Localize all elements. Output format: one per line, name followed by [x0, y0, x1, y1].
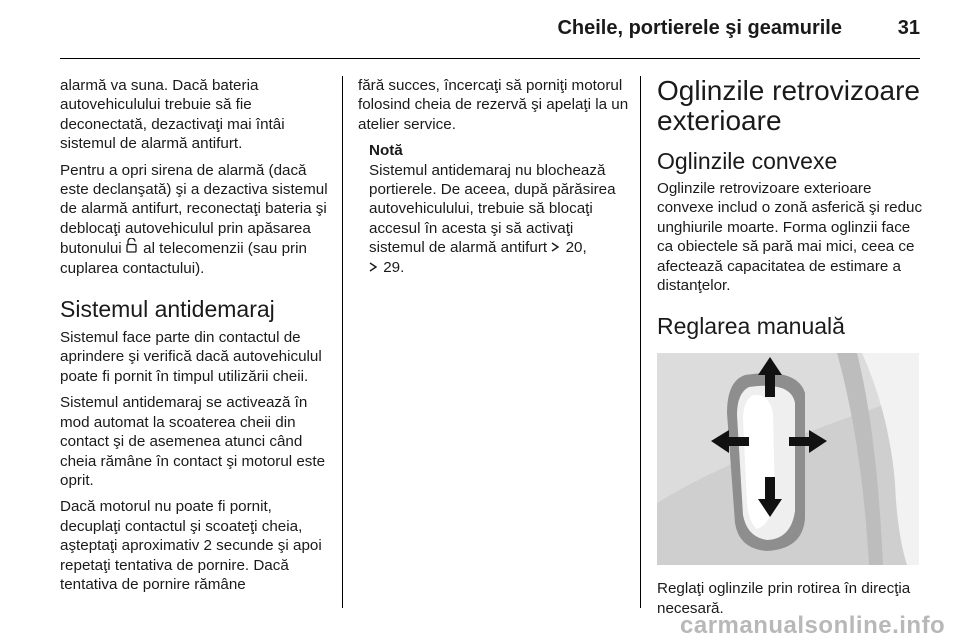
paragraph: Reglaţi oglinzile prin rotirea în direcţia necesară.	[657, 580, 911, 617]
column-divider-1	[342, 76, 343, 608]
paragraph: Sistemul face parte din contactul de aprindere şi verifică dacă autovehiculul poate fi pornit în timpul utilizării cheii.	[60, 329, 322, 385]
heading-immobiliser: Sistemul antidemaraj	[60, 296, 275, 323]
section-title: Cheile, portierele şi geamurile	[557, 17, 842, 39]
paragraph: Pentru a opri sirena de alarmă (dacă este declanşată) şi a dezactiva sistemul de alarmă antifurt, reconectaţi bateria şi deblocaţi autovehiculul prin apăsarea butonului al telecomenzii (sau prin cuplarea contactului).	[60, 161, 328, 277]
arrow-ref-icon	[369, 258, 378, 277]
column-3	[657, 76, 923, 625]
note-text: Sistemul antidemaraj nu blochează portierele. De aceea, după părăsirea autovehiculului, trebuie să blocaţi accesul în acesta şi să activaţi sistemul de alarmă antifurt 20, 29.	[369, 161, 616, 276]
paragraph: alarmă va suna. Dacă bateria autovehiculului trebuie să fie deconectată, dezactivaţi mai întâi sistemul de alarmă antifurt.	[60, 77, 285, 153]
note-box	[358, 141, 630, 277]
watermark: carmanualsonline.info	[680, 612, 946, 639]
mirror-adjust-illustration	[657, 353, 919, 565]
paragraph: Sistemul antidemaraj se activează în mod automat la scoaterea cheii din contact şi de asemenea atunci când cheia rămâne în contact şi motorul este oprit.	[60, 394, 326, 489]
note-label: Notă	[369, 142, 403, 160]
heading-mirrors: Oglinzile retrovizoare exterioare	[657, 75, 920, 136]
unlock-icon	[126, 238, 137, 258]
paragraph: Oglinzile retrovizoare exterioare convexe includ o zonă asferică şi reduc unghiurile moarte. Forma oglinzii face ca obiectele să pară mai mici, ceea ce afectează capacitatea de estimare a distanţelor.	[657, 180, 923, 295]
column-divider-2	[640, 76, 641, 608]
page-number: 31	[897, 17, 920, 39]
header-divider	[60, 58, 920, 59]
column-2	[358, 76, 630, 277]
page-ref[interactable]: 29.	[383, 258, 405, 276]
paragraph: Dacă motorul nu poate fi pornit, decuplaţi contactul şi scoateţi cheia, aşteptaţi aproximativ 2 secunde şi apoi repetaţi tentativa de pornire. Dacă tentativa de pornire rămâne	[60, 498, 322, 593]
arrow-ref-icon	[551, 238, 560, 257]
column-1	[60, 76, 328, 601]
heading-manual: Reglarea manuală	[657, 313, 845, 340]
page-header	[0, 0, 960, 60]
paragraph: fără succes, încercaţi să porniţi motorul folosind cheia de rezervă şi apelaţi la un atelier service.	[358, 77, 629, 133]
page-ref[interactable]: 20,	[565, 239, 587, 257]
heading-convex: Oglinzile convexe	[657, 148, 838, 174]
